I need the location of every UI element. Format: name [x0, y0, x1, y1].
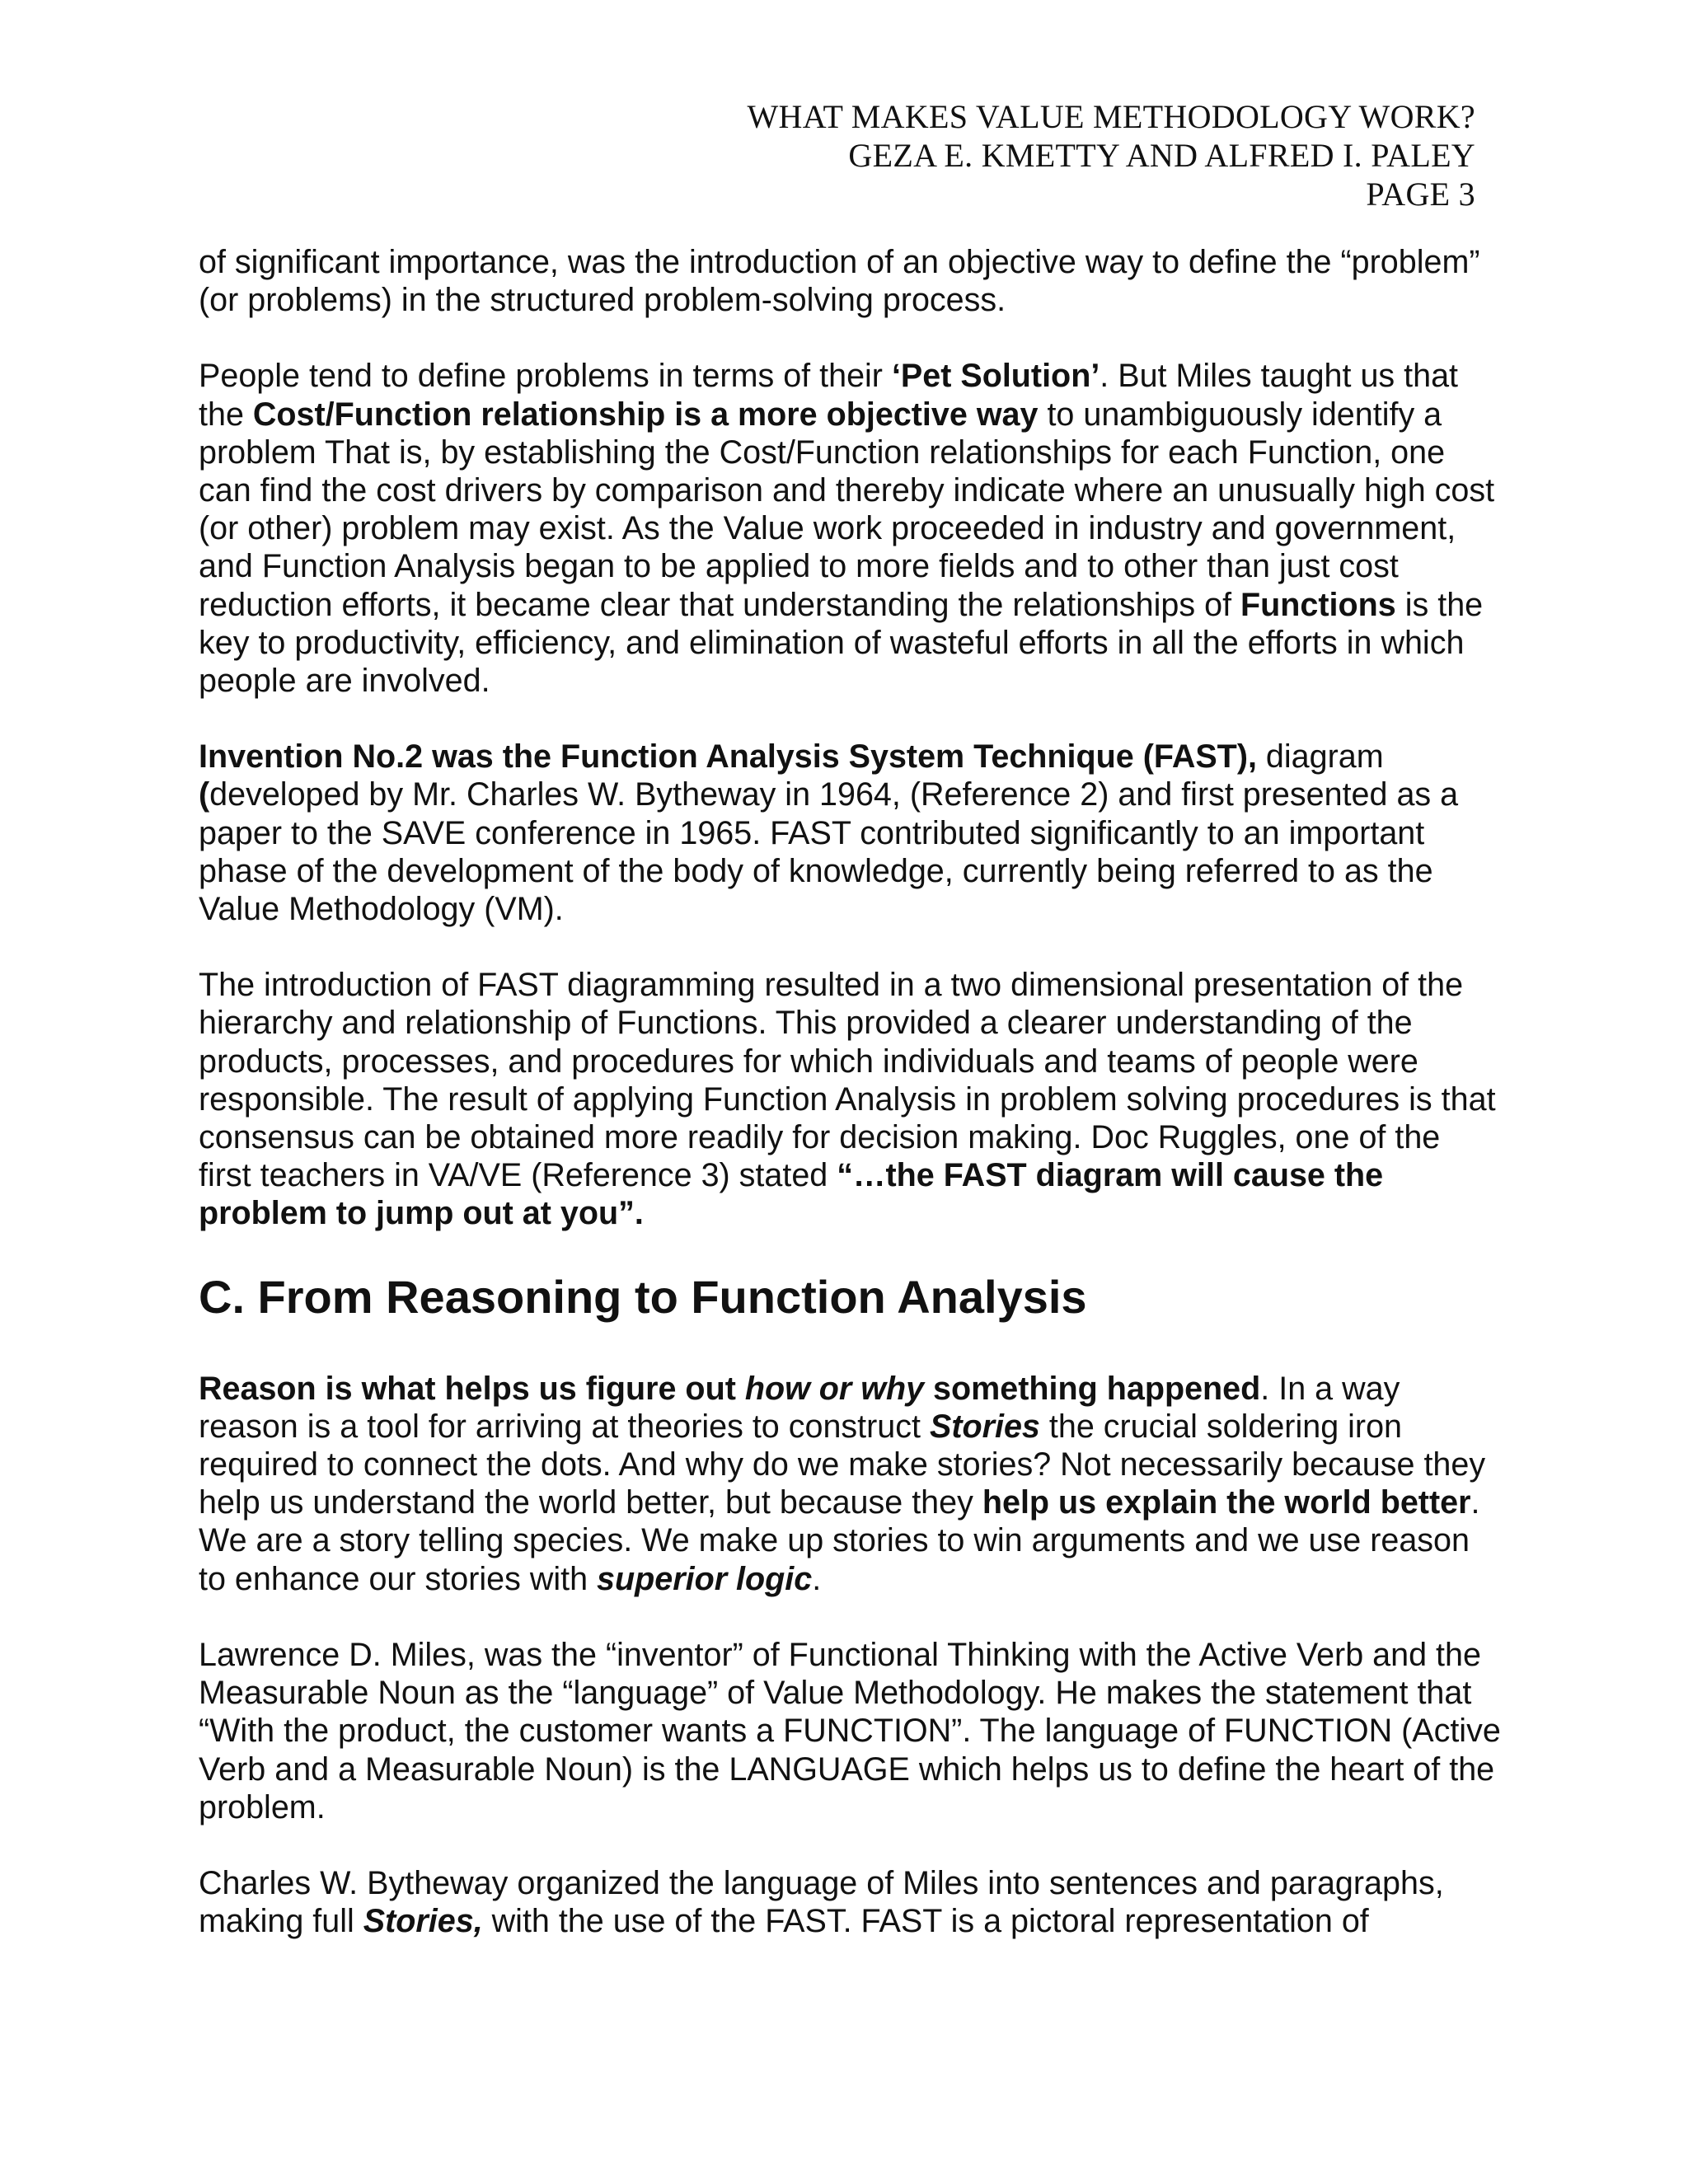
how-or-why-emphasis: how or why [744, 1370, 925, 1407]
ruggles-quote: “…the FAST diagram will cause the problem to jump out at you”. [199, 1157, 1384, 1232]
paragraph-2-text: . But Miles taught us that the [199, 358, 1459, 433]
paragraph-6: Lawrence D. Miles, was the “inventor” of Functional Thinking with the Active Verb and the Measurable Noun as the “language” of Value Methodology. He makes the statement that “With the product, the customer wants a FUNCTION”. The language of FUNCTION (Active Verb and a Measurable Noun) is the LANGUAGE which helps us to define the heart of the problem. [199, 1636, 1501, 1825]
paragraph-2 [199, 357, 1501, 700]
paragraph-5 [199, 1370, 1501, 1598]
paragraph-4-text: The introduction of FAST diagramming resulted in a two dimensional presentation of the hierarchy and relationship of Functions. This provided a clearer understanding of the products, processes, and procedures for which individuals and teams of people were responsible. The result of applying Function Analysis in problem solving procedures is that consensus can be obtained more readily for decision making. Doc Ruggles, one of the first teachers in VA/VE (Reference 3) stated [199, 967, 1496, 1194]
running-header [747, 97, 1475, 213]
document-body [199, 243, 1501, 1940]
paragraph-1: of significant importance, was the introduction of an objective way to define the “problem” (or problems) in the structured problem-solving process. [199, 244, 1480, 319]
pet-solution-emphasis: ‘Pet Solution’ [891, 358, 1100, 395]
paragraph-7 [199, 1864, 1501, 1940]
paragraph-3-text: diagram [1256, 738, 1384, 776]
paragraph-3 [199, 738, 1501, 928]
section-heading: C. From Reasoning to Function Analysis [199, 1270, 1087, 1323]
header-title: WHAT MAKES VALUE METHODOLOGY WORK? [747, 98, 1475, 135]
paragraph-5-text: . We are a story telling species. We make up stories to win arguments and we use reason to enhance our stories with [199, 1484, 1480, 1597]
functions-emphasis: Functions [1240, 586, 1396, 623]
paragraph-3-paren: ( [199, 776, 210, 813]
reason-emphasis: Reason is what helps us figure out [199, 1370, 745, 1407]
paragraph-5-text: . In a way reason is a tool for arriving at theories to construct [199, 1370, 1400, 1445]
reason-emphasis: something happened [924, 1370, 1261, 1407]
header-authors: GEZA E. KMETTY AND ALFRED I. PALEY [848, 137, 1475, 174]
stories-emphasis: Stories [929, 1408, 1040, 1445]
paragraph-3-text: developed by Mr. Charles W. Bytheway in 1964, (Reference 2) and first presented as a paper to the SAVE conference in 1965. FAST contributed significantly to an important phase of the development of the body of knowledge, currently being referred to as the Value Methodology (VM). [199, 776, 1459, 928]
paragraph-7-text: with the use of the FAST. FAST is a pictoral representation of [482, 1903, 1369, 1940]
superior-logic-emphasis: superior logic [597, 1560, 813, 1597]
paragraph-2-text: People tend to define problems in terms of their [199, 358, 892, 395]
paragraph-2-text: to unambiguously identify a problem That is, by establishing the Cost/Function relationships for each Function, one can find the cost drivers by comparison and thereby indicate where an unusually high cost (or other) problem may exist. As the Value work proceeded in industry and government, and Function Analysis began to be applied to more fields and to other than just cost reduction efforts, it became clear that understanding the relationships of [199, 396, 1495, 623]
stories-emphasis: Stories, [363, 1903, 483, 1940]
explain-world-emphasis: help us explain the world better [982, 1484, 1471, 1521]
paragraph-4 [199, 966, 1501, 1232]
paragraph-7-text: Charles W. Bytheway organized the language of Miles into sentences and paragraphs, making full [199, 1864, 1444, 1940]
paragraph-5-text: . [812, 1560, 822, 1597]
paragraph-5-text: the crucial soldering iron required to connect the dots. And why do we make stories? Not necessarily because they help us understand the world better, but because they [199, 1408, 1486, 1521]
invention-2-emphasis: Invention No.2 was the Function Analysis System Technique (FAST), [199, 738, 1257, 776]
paragraph-2-text: is the key to productivity, efficiency, and elimination of wasteful efforts in all the efforts in which people are involved. [199, 586, 1484, 700]
cost-function-emphasis: Cost/Function relationship is a more objective way [252, 396, 1039, 433]
header-page-number: PAGE 3 [1366, 176, 1475, 213]
